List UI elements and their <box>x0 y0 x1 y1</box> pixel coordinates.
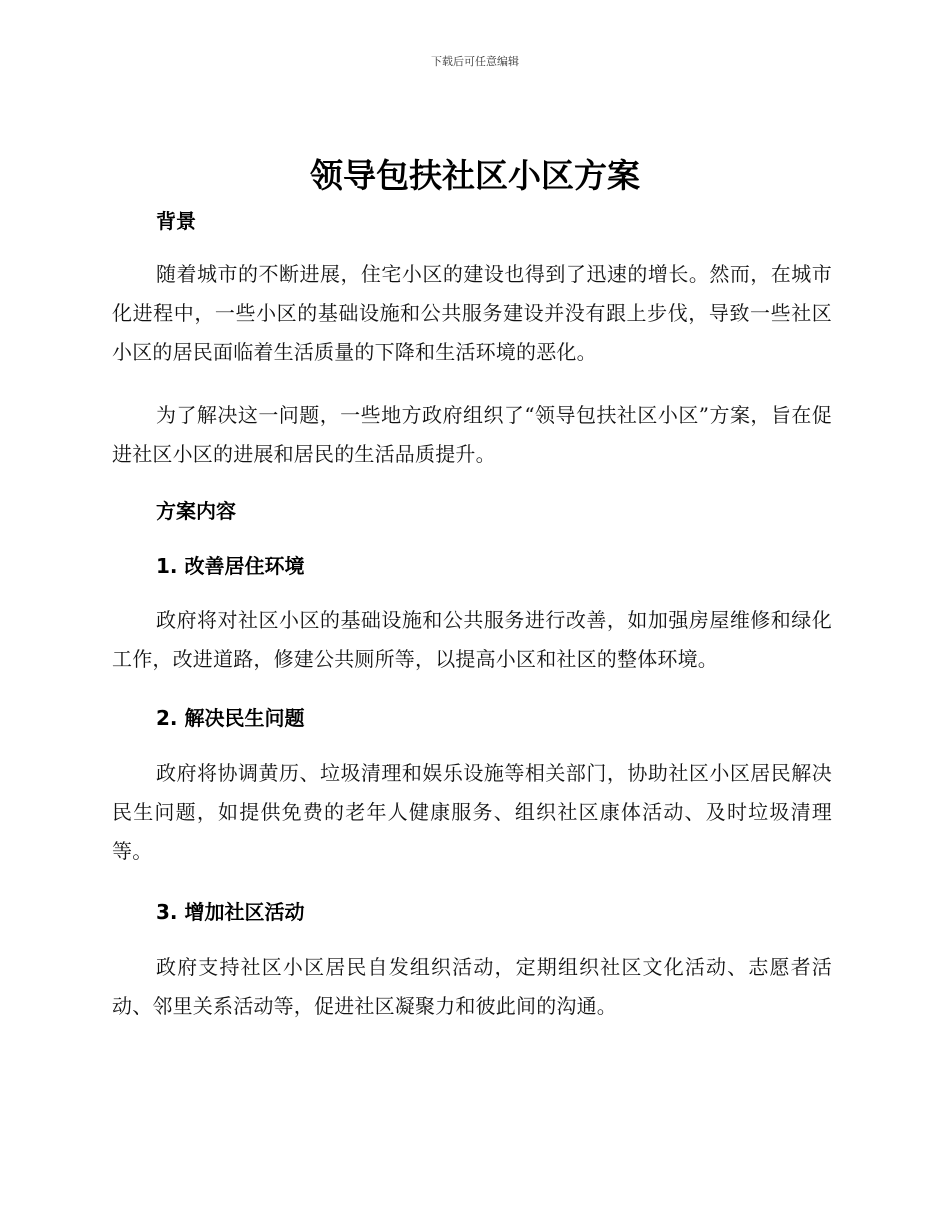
subsection-text-1: 政府将对社区小区的基础设施和公共服务进行改善，如加强房屋维修和绿化工作，改进道路，修建公共厕所等，以提高小区和社区的整体环境。 <box>112 608 832 671</box>
subsection-heading-1: 1. 改善居住环境 <box>156 554 305 578</box>
subsection-heading-2: 2. 解决民生问题 <box>156 706 305 730</box>
document-title: 领导包扶社区小区方案 <box>310 156 640 195</box>
background-paragraph-1: 随着城市的不断进展，住宅小区的建设也得到了迅速的增长。然而，在城市化进程中，一些小区的基础设施和公共服务建设并没有跟上步伐，导致一些社区小区的居民面临着生活质量的下降和生活环境的恶化。 <box>112 262 832 364</box>
subsection-text-3: 政府支持社区小区居民自发组织活动，定期组织社区文化活动、志愿者活动、邻里关系活动等，促进社区凝聚力和彼此间的沟通。 <box>112 955 832 1018</box>
section-heading-background: 背景 <box>156 209 196 233</box>
section-heading-plan: 方案内容 <box>156 499 236 523</box>
subsection-text-2: 政府将协调黄历、垃圾清理和娱乐设施等相关部门，协助社区小区居民解决民生问题，如提供免费的老年人健康服务、组织社区康体活动、及时垃圾清理等。 <box>112 761 832 863</box>
background-paragraph-2: 为了解决这一问题，一些地方政府组织了“领导包扶社区小区”方案，旨在促进社区小区的进展和居民的生活品质提升。 <box>112 403 832 466</box>
page-header-note: 下载后可任意编辑 <box>431 55 519 68</box>
subsection-heading-3: 3. 增加社区活动 <box>156 900 305 924</box>
